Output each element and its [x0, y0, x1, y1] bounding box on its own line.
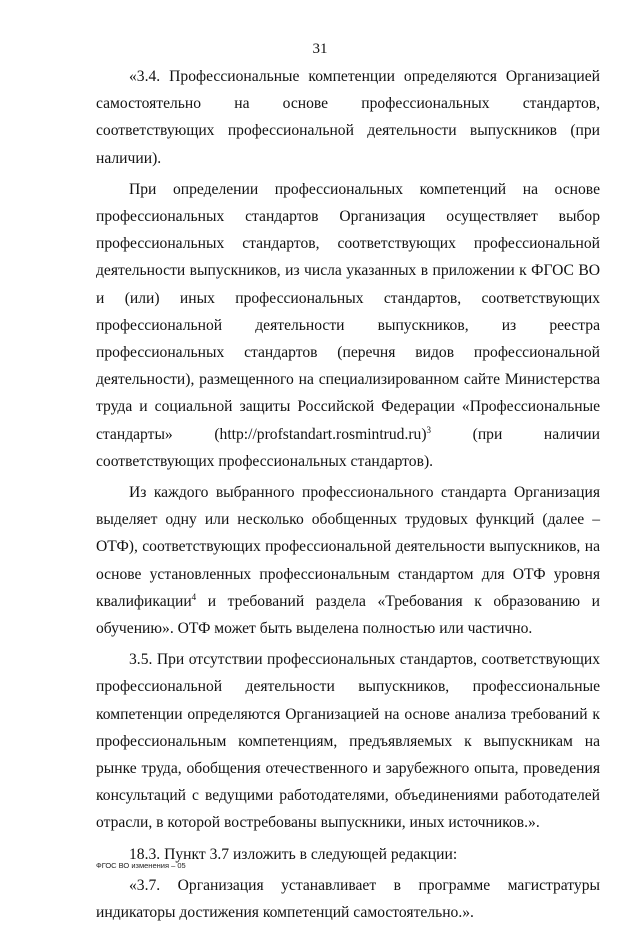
page-footer: ФГОС ВО изменения – 05: [96, 861, 186, 870]
paragraph-standards-selection: [96, 176, 600, 475]
paragraph-otf-tail: и требований раздела «Требования к образованию и обучению». ОТФ может быть выделена полностью или частично.: [96, 592, 600, 638]
paragraph-3-5: 3.5. При отсутствии профессиональных стандартов, соответствующих профессиональной деятельности выпускников, профессиональные компетенции определяются Организацией на основе анализа требований к профессиональным компетенциям, предъявляемых к выпускникам на рынке труда, обобщения отечественного и зарубежного опыта, проведения консультаций с ведущими работодателями, объединениями работодателей отрасли, в которой востребованы выпускники, иных источников.».: [96, 651, 600, 832]
paragraph-18-3: 18.3. Пункт 3.7 изложить в следующей редакции:: [129, 845, 458, 863]
page-number: 31: [312, 41, 328, 57]
paragraph-standards-selection-text: При определении профессиональных компетенций на основе профессиональных стандартов Организация осуществляет выбор профессиональных стандартов, соответствующих профессиональной деятельности выпускников, из числа указанных в приложении к ФГОС ВО и (или) иных профессиональных стандартов, соответствующих профессиональной деятельности выпускников, из реестра профессиональных стандартов (перечня видов профессиональной деятельности), размещенного на специализированном сайте Министерства труда и социальной защиты Российской Федерации «Профессиональные стандарты» (http://profstandart.rosmintrud.ru): [96, 180, 600, 443]
paragraph-otf-text: Из каждого выбранного профессионального стандарта Организация выделяет одну или несколько обобщенных трудовых функций (далее – ОТФ), соответствующих профессиональной деятельности выпускников, на основе установленных профессиональным стандартом для ОТФ уровня квалификации: [96, 484, 600, 610]
paragraph-standards-selection-tail: (при наличии соответствующих профессиональных стандартов).: [96, 425, 600, 470]
footnote-ref-4: 4: [191, 591, 197, 602]
paragraph-3-7: «3.7. Организация устанавливает в программе магистратуры индикаторы достижения компетенций самостоятельно.».: [96, 876, 600, 922]
paragraph-otf: [96, 479, 600, 642]
document-body: [96, 63, 600, 930]
paragraph-3-4: «3.4. Профессиональные компетенции определяются Организацией самостоятельно на основе профессиональных стандартов, соответствующих профессиональной деятельности выпускников (при наличии).: [96, 68, 600, 167]
footnote-ref-3: 3: [426, 424, 432, 435]
